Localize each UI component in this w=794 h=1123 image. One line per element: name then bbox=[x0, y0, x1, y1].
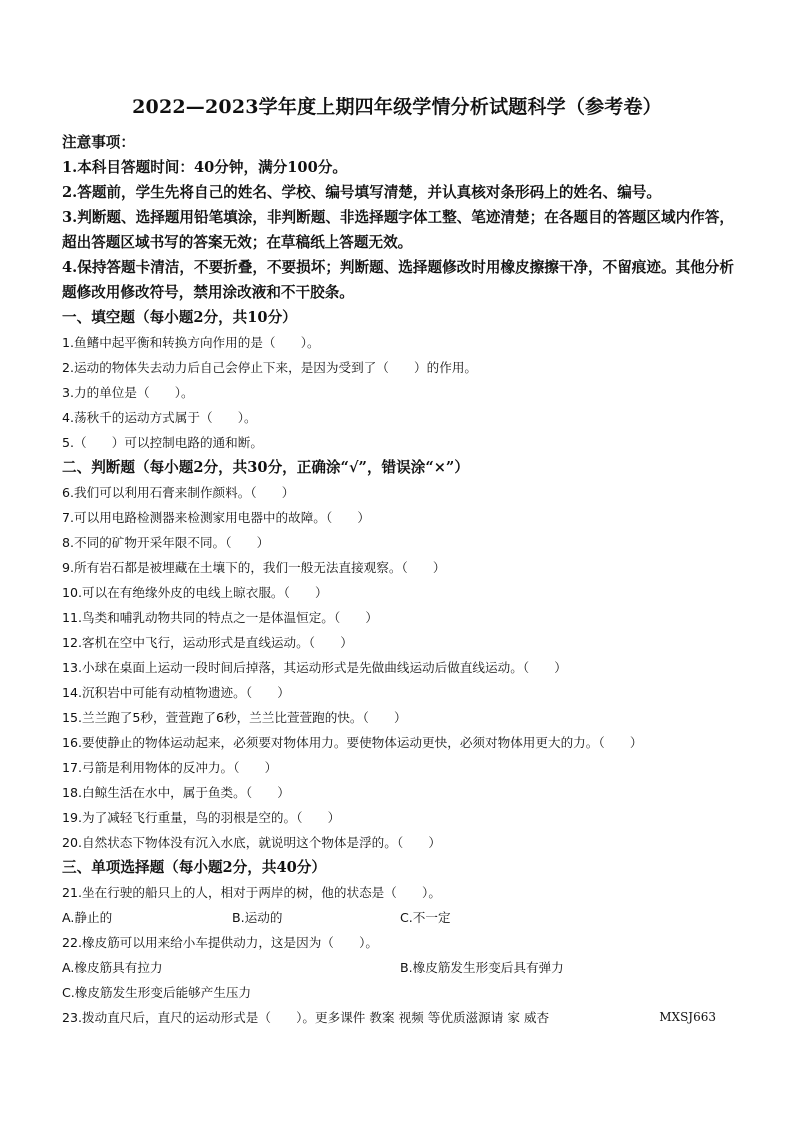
question-item: 5.（ ）可以控制电路的通和断。 bbox=[62, 435, 263, 450]
option-row bbox=[62, 955, 742, 980]
page-title: 2022—2023学年度上期四年级学情分析试题科学（参考卷） bbox=[132, 96, 662, 118]
question-item: 12.客机在空中飞行，运动形式是直线运动。（ ） bbox=[62, 635, 353, 650]
question-text: 23.拨动直尺后，直尺的运动形式是（ ）。 bbox=[62, 1010, 316, 1025]
question-item: 1.鱼鳍中起平衡和转换方向作用的是（ ）。 bbox=[62, 335, 320, 350]
watermark-code: MXSJ663 bbox=[659, 1010, 716, 1024]
option-b: B.运动的 bbox=[232, 910, 283, 925]
question-item: 17.弓箭是利用物体的反冲力。（ ） bbox=[62, 760, 278, 775]
question-item: 15.兰兰跑了5秒，萱萱跑了6秒，兰兰比萱萱跑的快。（ ） bbox=[62, 710, 407, 725]
option-c: C.橡皮筋发生形变后能够产生压力 bbox=[62, 985, 252, 1000]
option-c: C.不一定 bbox=[400, 910, 451, 925]
question-item: 7.可以用电路检测器来检测家用电器中的故障。（ ） bbox=[62, 510, 370, 525]
section-heading-fill-blank: 一、填空题（每小题2分，共10分） bbox=[62, 309, 297, 326]
question-item: 10.可以在有绝缘外皮的电线上晾衣服。（ ） bbox=[62, 585, 328, 600]
question-item: 8.不同的矿物开采年限不同。（ ） bbox=[62, 535, 270, 550]
option-a: A.橡皮筋具有拉力 bbox=[62, 960, 163, 975]
question-item: 3.力的单位是（ ）。 bbox=[62, 385, 194, 400]
questions-block bbox=[62, 305, 742, 1030]
question-item: 16.要使静止的物体运动起来，必须要对物体用力。要使物体运动更快，必须对物体用更大的力。（ ） bbox=[62, 735, 643, 750]
question-stem bbox=[62, 1005, 742, 1030]
notes-heading: 注意事项： bbox=[62, 134, 135, 151]
note-item: 1.本科目答题时间：40分钟，满分100分。 bbox=[62, 159, 347, 176]
question-item: 13.小球在桌面上运动一段时间后掉落，其运动形式是先做曲线运动后做直线运动。（ ） bbox=[62, 660, 567, 675]
section-heading-single-choice: 三、单项选择题（每小题2分，共40分） bbox=[62, 859, 326, 876]
ad-text: 更多课件 教案 视频 等优质滋源请 家 威杏 bbox=[315, 1010, 550, 1025]
question-item: 18.白鲸生活在水中，属于鱼类。（ ） bbox=[62, 785, 290, 800]
notes-section bbox=[62, 130, 742, 305]
question-item: 19.为了减轻飞行重量，鸟的羽根是空的。（ ） bbox=[62, 810, 341, 825]
question-item: 9.所有岩石都是被埋藏在土壤下的，我们一般无法直接观察。（ ） bbox=[62, 560, 446, 575]
question-item: 14.沉积岩中可能有动植物遗迹。（ ） bbox=[62, 685, 290, 700]
note-item: 4.保持答题卡清洁，不要折叠，不要损坏；判断题、选择题修改时用橡皮擦擦干净，不留痕迹。其他分析题修改用修改符号，禁用涂改液和不干胶条。 bbox=[62, 259, 734, 301]
note-item: 3.判断题、选择题用铅笔填涂，非判断题、非选择题字体工整、笔迹清楚；在各题目的答题区域内作答，超出答题区域书写的答案无效；在草稿纸上答题无效。 bbox=[62, 209, 734, 251]
option-a: A.静止的 bbox=[62, 910, 113, 925]
question-item: 6.我们可以利用石膏来制作颜料。（ ） bbox=[62, 485, 295, 500]
option-row bbox=[62, 905, 742, 930]
section-heading-true-false: 二、判断题（每小题2分，共30分，正确涂“√”，错误涂“×”） bbox=[62, 459, 469, 476]
note-item: 2.答题前，学生先将自己的姓名、学校、编号填写清楚，并认真核对条形码上的姓名、编号。 bbox=[62, 184, 661, 201]
question-item: 4.荡秋千的运动方式属于（ ）。 bbox=[62, 410, 257, 425]
question-item: 11.鸟类和哺乳动物共同的特点之一是体温恒定。（ ） bbox=[62, 610, 378, 625]
option-row bbox=[62, 980, 742, 1005]
question-item: 2.运动的物体失去动力后自己会停止下来，是因为受到了（ ）的作用。 bbox=[62, 360, 478, 375]
question-item: 20.自然状态下物体没有沉入水底，就说明这个物体是浮的。（ ） bbox=[62, 835, 441, 850]
question-stem: 22.橡皮筋可以用来给小车提供动力，这是因为（ ）。 bbox=[62, 935, 378, 950]
option-b: B.橡皮筋发生形变后具有弹力 bbox=[400, 960, 564, 975]
question-stem: 21.坐在行驶的船只上的人，相对于两岸的树，他的状态是（ ）。 bbox=[62, 885, 441, 900]
